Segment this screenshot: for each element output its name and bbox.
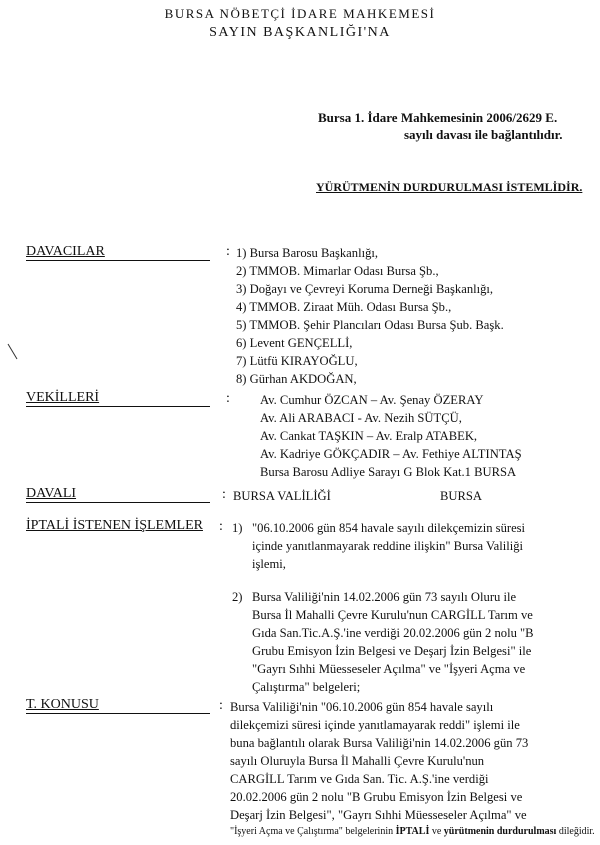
defendant-name: BURSA VALİLİĞİ: [233, 489, 331, 503]
annulment-item-1-line: işlemi,: [252, 557, 286, 571]
subject-line: 20.02.2006 gün 2 nolu "B Grubu Emisyon İzin Belgesi ve: [230, 790, 523, 804]
subject-label-rule: [26, 713, 210, 714]
plaintiffs-colon: :: [226, 244, 230, 259]
plaintiff-item: 3) Doğayı ve Çevreyi Koruma Derneği Başkanlığı,: [236, 282, 494, 296]
annulment-item-2-line: Çalıştırma" belgeleri;: [252, 680, 361, 694]
subject-line: Deşarj İzin Belgesi", "Gayrı Sıhhi Müesseseler Açılma" ve: [230, 808, 527, 822]
plaintiffs-label-rule: [26, 260, 210, 261]
pen-mark-icon: [6, 342, 20, 362]
subject-final-text: dileğidir.: [558, 826, 595, 837]
plaintiff-item: 4) TMMOB. Ziraat Müh. Odası Bursa Şb.,: [236, 300, 452, 314]
plaintiff-item: 2) TMMOB. Mimarlar Odası Bursa Şb.,: [236, 264, 439, 278]
attorneys-colon: :: [226, 391, 230, 406]
subject-connector: ve: [431, 826, 442, 837]
court-name: BURSA NÖBETÇİ İDARE MAHKEMESİ: [164, 6, 436, 21]
subject-line-last: [230, 826, 595, 837]
subject-line: CARGİLL Tarım ve Gıda San. Tic. A.Ş.'ine verdiği: [230, 772, 489, 786]
annulment-item-2-line: Bursa Valiliği'nin 14.02.2006 gün 73 sayılı Oluru ile: [252, 590, 517, 604]
attorney-line: Av. Ali ARABACI - Av. Nezih SÜTÇÜ,: [260, 411, 462, 425]
annulment-item-1-line: "06.10.2006 gün 854 havale sayılı dilekçemizin süresi: [252, 521, 526, 535]
defendant-label-rule: [26, 502, 210, 503]
defendant-label: DAVALI: [26, 486, 77, 501]
reference-line-2: sayılı davası ile bağlantılıdır.: [404, 127, 563, 142]
attorney-line: Av. Cumhur ÖZCAN – Av. Şenay ÖZERAY: [260, 393, 484, 407]
defendant-city: BURSA: [440, 489, 482, 503]
annulment-item-2-line: Gıda San.Tic.A.Ş.'ine verdiği 20.02.2006 gün 2 nolu "B: [252, 626, 534, 640]
attorney-line: Bursa Barosu Adliye Sarayı G Blok Kat.1 BURSA: [260, 465, 517, 479]
plaintiff-item: 1) Bursa Barosu Başkanlığı,: [236, 246, 379, 260]
plaintiff-item: 7) Lütfü KIRAYOĞLU,: [236, 354, 358, 368]
plaintiff-item: 6) Levent GENÇELLİ,: [236, 336, 353, 350]
annulment-item-2-number: 2): [232, 590, 243, 604]
reference-line-1: Bursa 1. İdare Mahkemesinin 2006/2629 E.: [318, 110, 558, 125]
plaintiff-item: 5) TMMOB. Şehir Plancıları Odası Bursa Şub. Başk.: [236, 318, 504, 332]
subject-colon: :: [219, 698, 223, 713]
request-title: YÜRÜTMENİN DURDURULMASI İSTEMLİDİR.: [316, 180, 583, 194]
attorney-line: Av. Cankat TAŞKIN – Av. Eralp ATABEK,: [260, 429, 478, 443]
subject-line-text: "İşyeri Açma ve Çalıştırma" belgelerinin: [230, 826, 394, 837]
annulment-item-1-line: içinde yanıtlanmayarak reddine ilişkin" Bursa Valiliği: [252, 539, 524, 553]
stay-of-execution-emphasis: yürütmenin durdurulması: [443, 826, 557, 837]
attorneys-label: VEKİLLERİ: [26, 390, 100, 405]
annulment-colon: :: [219, 519, 223, 534]
annulment-item-1-number: 1): [232, 521, 243, 535]
annulment-emphasis: İPTALİ: [395, 826, 430, 837]
subject-line: Bursa Valiliği'nin "06.10.2006 gün 854 havale sayılı: [230, 700, 494, 714]
subject-line: buna bağlantılı olarak Bursa Valiliği'nin 14.02.2006 gün 73: [230, 736, 529, 750]
plaintiffs-label: DAVACILAR: [26, 244, 105, 259]
attorney-line: Av. Kadriye GÖKÇADIR – Av. Fethiye ALTINTAŞ: [260, 447, 522, 461]
annulment-item-2-line: Grubu Emisyon İzin Belgesi ve Deşarj İzin Belgesi" ile: [252, 644, 532, 658]
defendant-colon: :: [222, 487, 226, 502]
plaintiff-item: 8) Gürhan AKDOĞAN,: [236, 372, 357, 386]
subject-line: dilekçemizi süresi içinde yanıtlamayarak reddi" işlemi ile: [230, 718, 520, 732]
attorneys-label-rule: [26, 406, 210, 407]
annulment-item-2-line: "Gayrı Sıhhi Müesseseler Açılma" ve "İşyeri Açma ve: [252, 662, 526, 676]
annulment-item-2-line: Bursa İl Mahalli Çevre Kurulu'nun CARGİLL Tarım ve: [252, 608, 533, 622]
subject-line: sayılı Oluruyla Bursa İl Mahalli Çevre Kurulu'nun: [230, 754, 485, 768]
annulment-label: İPTALİ İSTENEN İŞLEMLER: [26, 518, 203, 533]
court-addressee: SAYIN BAŞKANLIĞI'NA: [209, 25, 391, 40]
subject-label: T. KONUSU: [26, 697, 99, 712]
